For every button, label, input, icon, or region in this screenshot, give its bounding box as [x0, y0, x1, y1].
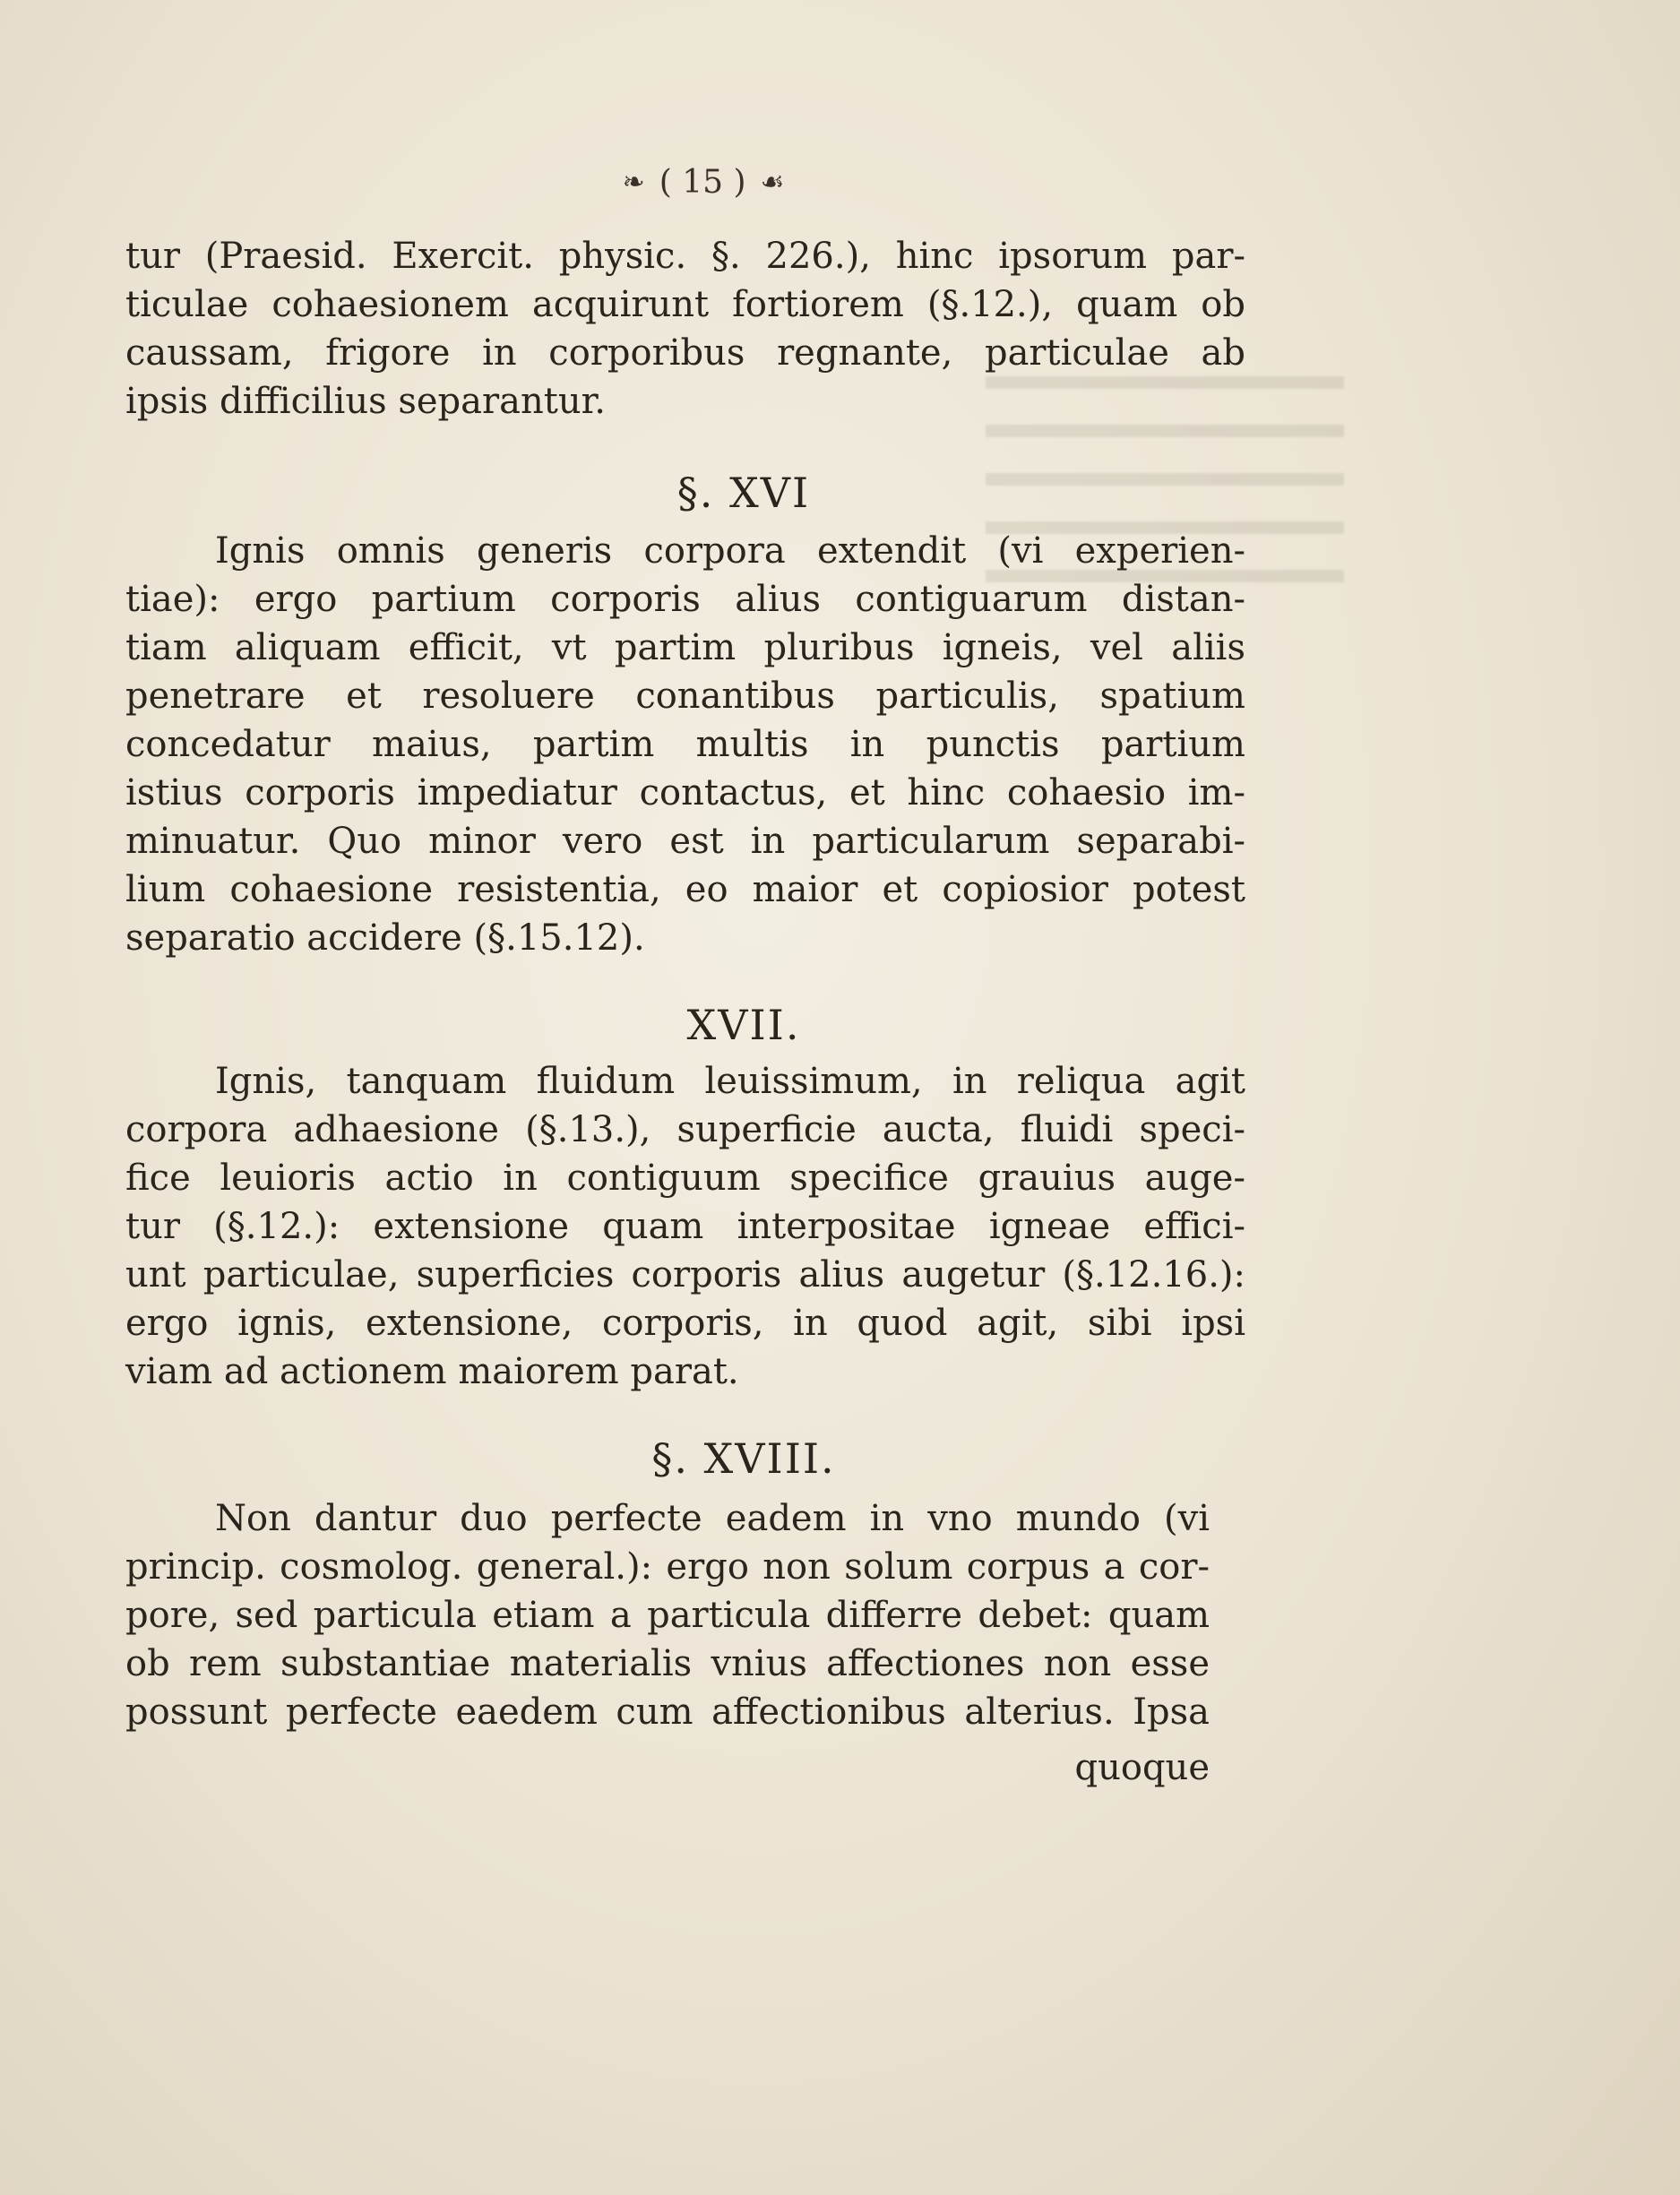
text-line: penetrare et resoluere conantibus particulis, spatium: [125, 676, 1245, 717]
page-number: ( 15 ): [659, 163, 746, 201]
text-line: fice leuioris actio in contiguum specifice grauius auge-: [125, 1158, 1245, 1199]
text-line: corpora adhaesione (§.13.), superficie aucta, fluidi speci-: [125, 1109, 1245, 1150]
text-line: concedatur maius, partim multis in punctis partium: [125, 724, 1245, 765]
text-line: ob rem substantiae materialis vnius affectiones non esse: [125, 1643, 1210, 1684]
text-line: minuatur. Quo minor vero est in particularum separabi-: [125, 821, 1245, 862]
text-line: tur (Praesid. Exercit. physic. §. 226.), hinc ipsorum par-: [125, 236, 1245, 277]
text-line: ergo ignis, extensione, corporis, in quod agit, sibi ipsi: [125, 1303, 1245, 1344]
text-line: istius corporis impediatur contactus, et hinc cohaesio im-: [125, 772, 1245, 813]
page-header: [551, 159, 856, 204]
section-heading: XVII.: [686, 1001, 801, 1049]
right-ornament: ☙: [760, 166, 785, 198]
text-line: separatio accidere (§.15.12).: [125, 917, 645, 959]
text-line: unt particulae, superficies corporis alius augetur (§.12.16.):: [125, 1254, 1245, 1295]
text-line: tiam aliquam efficit, vt partim pluribus igneis, vel aliis: [125, 627, 1245, 668]
text-line: lium cohaesione resistentia, eo maior et copiosior potest: [125, 869, 1245, 910]
text-line: Ignis omnis generis corpora extendit (vi experien-: [215, 530, 1245, 572]
text-line: possunt perfecte eaedem cum affectionibus alterius. Ipsa: [125, 1691, 1210, 1733]
text-line: pore, sed particula etiam a particula differre debet: quam: [125, 1595, 1210, 1636]
text-line: Non dantur duo perfecte eadem in vno mundo (vi: [215, 1498, 1210, 1539]
text-line: tiae): ergo partium corporis alius contiguarum distan-: [125, 579, 1245, 620]
catchword: quoque: [1074, 1747, 1210, 1788]
text-line: tur (§.12.): extensione quam interpositae igneae effici-: [125, 1206, 1245, 1247]
text-line: princip. cosmolog. general.): ergo non solum corpus a cor-: [125, 1546, 1210, 1588]
section-heading: §. XVIII.: [651, 1434, 836, 1483]
text-line: ticulae cohaesionem acquirunt fortiorem (§.12.), quam ob: [125, 284, 1245, 325]
text-line: viam ad actionem maiorem parat.: [125, 1351, 739, 1392]
text-line: caussam, frigore in corporibus regnante, particulae ab: [125, 332, 1245, 374]
text-line: Ignis, tanquam fluidum leuissimum, in reliqua agit: [215, 1061, 1245, 1102]
section-heading: §. XVI: [676, 469, 811, 517]
left-ornament: ❧: [622, 166, 645, 198]
text-line: ipsis difficilius separantur.: [125, 381, 607, 422]
